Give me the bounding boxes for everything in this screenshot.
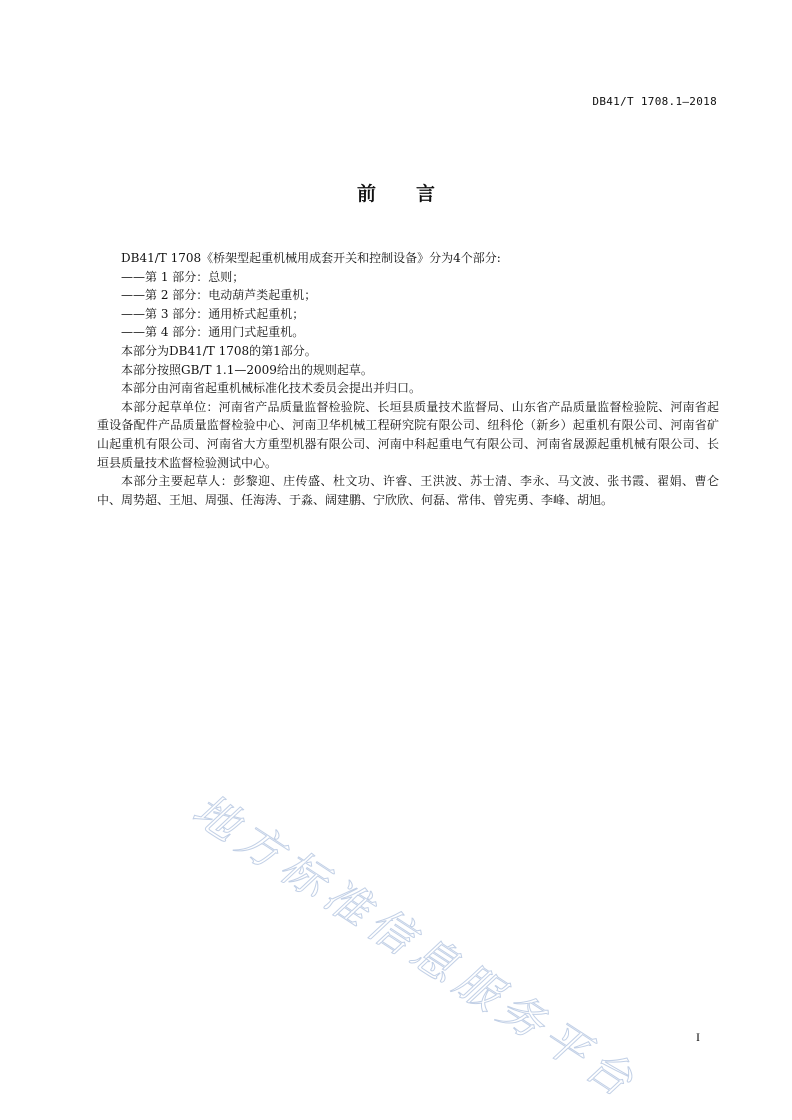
paragraph-this-part: 本部分为DB41/T 1708的第1部分。: [121, 343, 317, 358]
paragraph-proposed-by: 本部分由河南省起重机械标准化技术委员会提出并归口。: [121, 381, 422, 396]
paragraph-part-1: ——第 1 部分：总则；: [121, 269, 245, 284]
page-number: I: [696, 1030, 700, 1044]
paragraph-drafters: 本部分主要起草人：彭黎迎、庄传盛、杜文功、许睿、王洪波、苏士清、李永、马文波、张书霞、翟娟、曹仑中、周势超、王旭、周强、任海涛、于淼、阔建鹏、宁欣欣、何磊、常伟、曾宪勇、李峰、胡旭。: [97, 474, 719, 507]
paragraph-part-2: ——第 2 部分：电动葫芦类起重机；: [121, 288, 317, 303]
paragraph-part-3: ——第 3 部分：通用桥式起重机；: [121, 306, 305, 321]
paragraph-drafting-units: 本部分起草单位：河南省产品质量监督检验院、长垣县质量技术监督局、山东省产品质量监督检验院、河南省起重设备配件产品质量监督检验中心、河南卫华机械工程研究院有限公司、纽科伦（新乡）起重机有限公司、河南省矿山起重机有限公司、河南省大方重型机器有限公司、河南中科起重电气有限公司、河南省晟源起重机械有限公司、长垣县质量技术监督检验测试中心。: [97, 399, 719, 470]
document-code: DB41/T 1708.1—2018: [592, 95, 717, 108]
paragraph-part-4: ——第 4 部分：通用门式起重机。: [121, 325, 305, 340]
paragraph-drafting-rules: 本部分按照GB/T 1.1—2009给出的规则起草。: [121, 362, 373, 377]
paragraph-parts-intro: DB41/T 1708《桥架型起重机械用成套开关和控制设备》分为4个部分:: [121, 251, 501, 265]
watermark: 地方标准信息服务平台: [183, 784, 648, 1111]
foreword-body: [97, 249, 719, 509]
page-title: 前言: [356, 183, 475, 205]
